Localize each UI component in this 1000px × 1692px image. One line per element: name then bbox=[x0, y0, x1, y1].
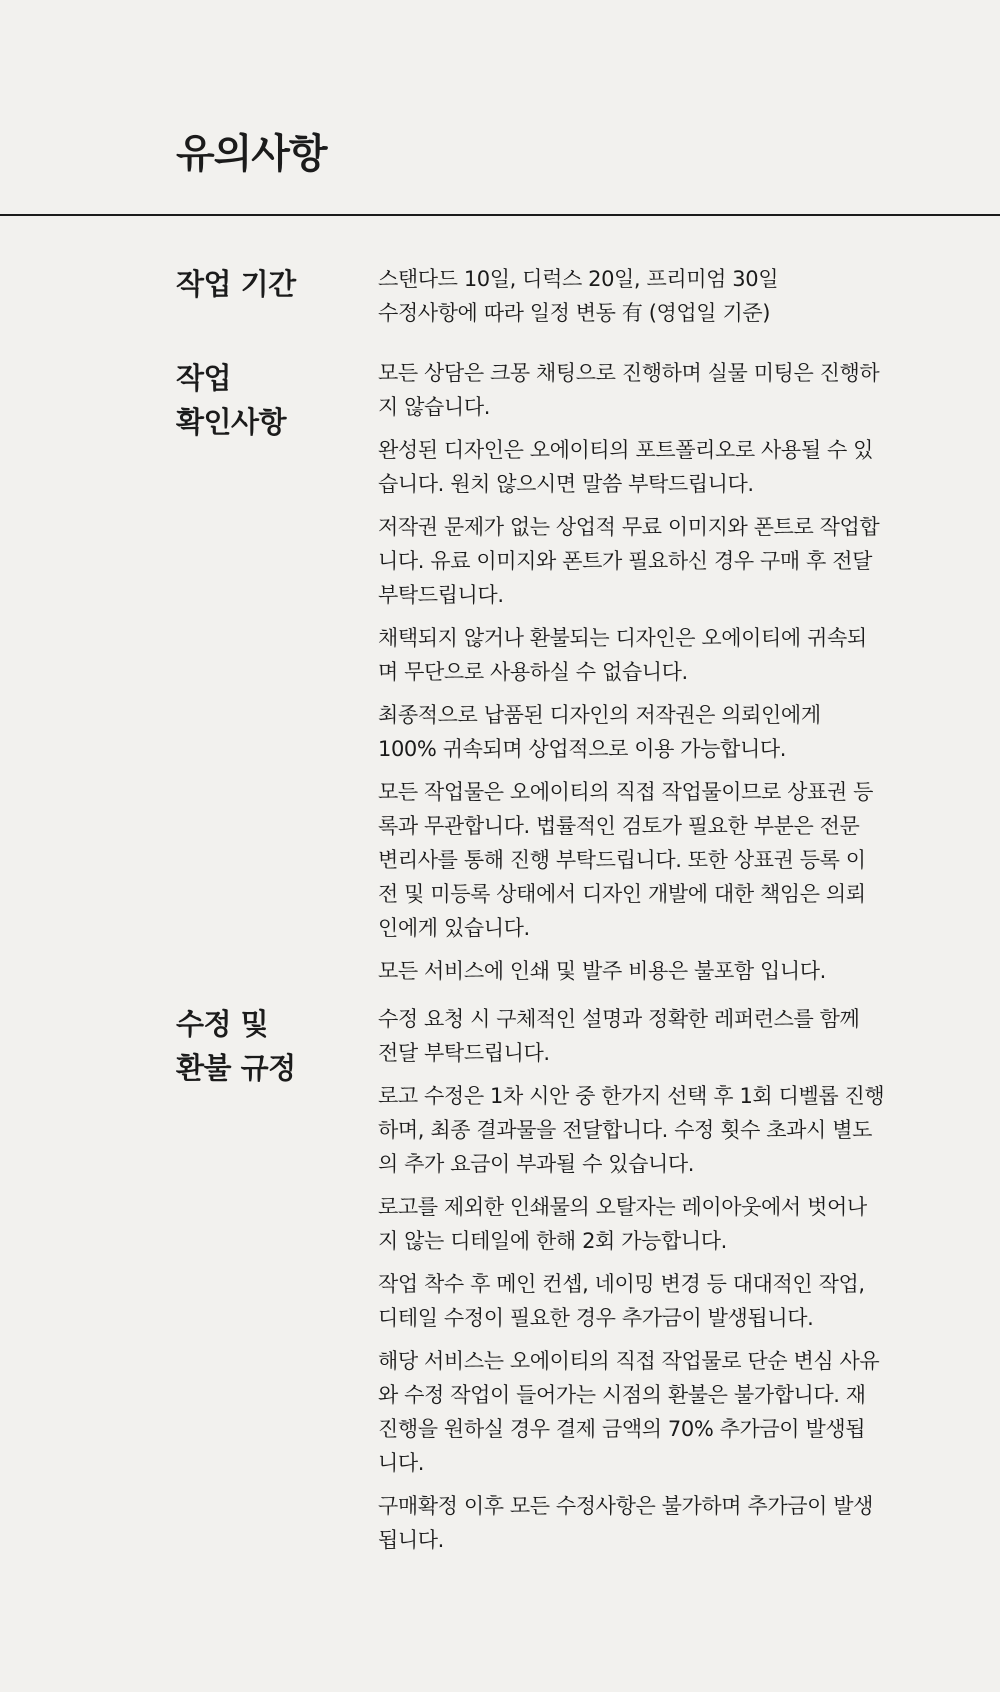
section-label-line: 작업 bbox=[176, 361, 232, 395]
paragraph-line: 스탠다드 10일, 디럭스 20일, 프리미엄 30일 bbox=[378, 267, 779, 291]
paragraph-line: 와 수정 작업이 들어가는 시점의 환불은 불가합니다. 재 bbox=[378, 1383, 866, 1407]
paragraph-line: 모든 상담은 크몽 채팅으로 진행하며 실물 미팅은 진행하 bbox=[378, 361, 880, 385]
notice-paragraph bbox=[378, 1002, 900, 1070]
notice-paragraph bbox=[378, 1489, 900, 1557]
page-title: 유의사항 bbox=[176, 131, 327, 177]
paragraph-line: 완성된 디자인은 오에이티의 포트폴리오로 사용될 수 있 bbox=[378, 438, 874, 462]
notice-paragraph bbox=[378, 510, 900, 612]
notice-paragraph bbox=[378, 775, 900, 945]
paragraph-line: 최종적으로 납품된 디자인의 저작권은 의뢰인에게 bbox=[378, 703, 821, 727]
notice-paragraph bbox=[378, 1267, 900, 1335]
section-label-line: 수정 및 bbox=[176, 1007, 269, 1041]
paragraph-line: 며 무단으로 사용하실 수 없습니다. bbox=[378, 660, 688, 684]
paragraph-line: 로고 수정은 1차 시안 중 한가지 선택 후 1회 디벨롭 진행 bbox=[378, 1084, 885, 1108]
paragraph-line: 로고를 제외한 인쇄물의 오탈자는 레이아웃에서 벗어나 bbox=[378, 1195, 867, 1219]
notice-paragraph bbox=[378, 1344, 900, 1480]
paragraph-line: 구매확정 이후 모든 수정사항은 불가하며 추가금이 발생 bbox=[378, 1494, 874, 1518]
paragraph-line: 채택되지 않거나 환불되는 디자인은 오에이티에 귀속되 bbox=[378, 626, 867, 650]
paragraph-line: 해당 서비스는 오에이티의 직접 작업물로 단순 변심 사유 bbox=[378, 1349, 880, 1373]
paragraph-line: 수정사항에 따라 일정 변동 有 (영업일 기준) bbox=[378, 301, 771, 325]
notice-paragraph bbox=[378, 262, 900, 330]
paragraph-line: 됩니다. bbox=[378, 1528, 444, 1552]
notice-paragraph bbox=[378, 1190, 900, 1258]
section-label bbox=[176, 1002, 366, 1090]
paragraph-line: 전 및 미등록 상태에서 디자인 개발에 대한 책임은 의뢰 bbox=[378, 882, 866, 906]
paragraph-line: 모든 서비스에 인쇄 및 발주 비용은 불포함 입니다. bbox=[378, 959, 826, 983]
paragraph-line: 진행을 원하실 경우 결제 금액의 70% 추가금이 발생됩 bbox=[378, 1417, 866, 1441]
paragraph-line: 작업 착수 후 메인 컨셉, 네이밍 변경 등 대대적인 작업, bbox=[378, 1272, 865, 1296]
paragraph-line: 니다. bbox=[378, 1451, 425, 1475]
section-label-line: 환불 규정 bbox=[176, 1051, 296, 1085]
paragraph-line: 인에게 있습니다. bbox=[378, 916, 530, 940]
paragraph-line: 전달 부탁드립니다. bbox=[378, 1041, 550, 1065]
paragraph-line: 디테일 수정이 필요한 경우 추가금이 발생됩니다. bbox=[378, 1306, 814, 1330]
section-body bbox=[378, 356, 900, 997]
section-body bbox=[378, 1002, 900, 1566]
paragraph-line: 100% 귀속되며 상업적으로 이용 가능합니다. bbox=[378, 737, 786, 761]
paragraph-line: 지 않습니다. bbox=[378, 395, 490, 419]
notice-paragraph bbox=[378, 356, 900, 424]
section-body bbox=[378, 262, 900, 339]
paragraph-line: 록과 무관합니다. 법률적인 검토가 필요한 부분은 전문 bbox=[378, 814, 860, 838]
section-label-line: 확인사항 bbox=[176, 405, 287, 439]
paragraph-line: 저작권 문제가 없는 상업적 무료 이미지와 폰트로 작업합 bbox=[378, 515, 880, 539]
paragraph-line: 모든 작업물은 오에이티의 직접 작업물이므로 상표권 등 bbox=[378, 780, 874, 804]
notice-paragraph bbox=[378, 698, 900, 766]
paragraph-line: 니다. 유료 이미지와 폰트가 필요하신 경우 구매 후 전달 bbox=[378, 549, 872, 573]
section-label bbox=[176, 262, 366, 306]
notice-paragraph bbox=[378, 954, 900, 988]
paragraph-line: 부탁드립니다. bbox=[378, 583, 504, 607]
paragraph-line: 수정 요청 시 구체적인 설명과 정확한 레퍼런스를 함께 bbox=[378, 1007, 860, 1031]
section-label-line: 작업 기간 bbox=[176, 267, 296, 301]
section-label bbox=[176, 356, 366, 444]
title-divider bbox=[0, 214, 1000, 216]
paragraph-line: 지 않는 디테일에 한해 2회 가능합니다. bbox=[378, 1229, 727, 1253]
paragraph-line: 의 추가 요금이 부과될 수 있습니다. bbox=[378, 1152, 695, 1176]
paragraph-line: 하며, 최종 결과물을 전달합니다. 수정 횟수 초과시 별도 bbox=[378, 1118, 872, 1142]
paragraph-line: 변리사를 통해 진행 부탁드립니다. 또한 상표권 등록 이 bbox=[378, 848, 866, 872]
notice-paragraph bbox=[378, 433, 900, 501]
paragraph-line: 습니다. 원치 않으시면 말씀 부탁드립니다. bbox=[378, 472, 754, 496]
notice-paragraph bbox=[378, 621, 900, 689]
notice-paragraph bbox=[378, 1079, 900, 1181]
